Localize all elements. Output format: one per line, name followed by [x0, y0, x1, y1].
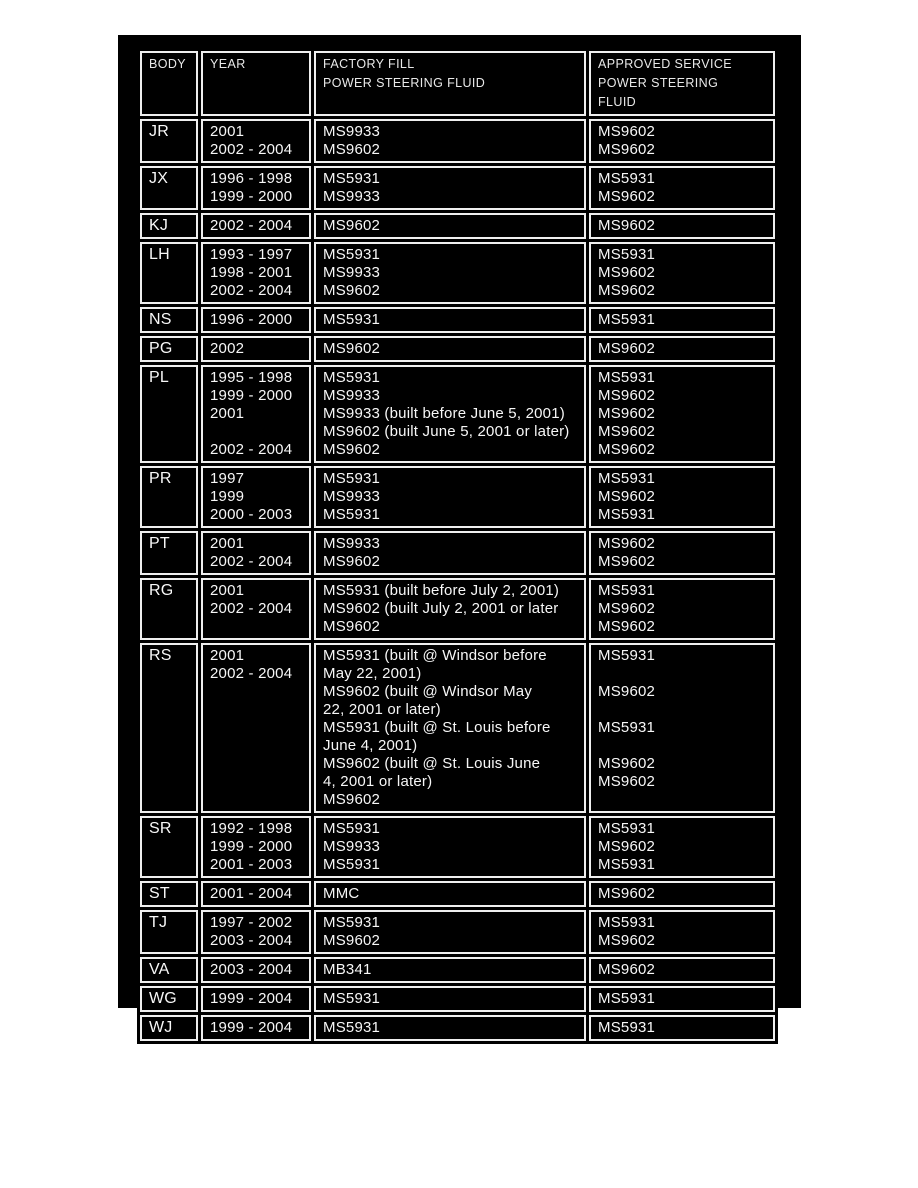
approved-service-cell — [589, 213, 775, 239]
year-cell — [201, 910, 311, 954]
cell-line: MS9602 (built @ St. Louis June — [323, 755, 541, 772]
cell-line: MS9602 — [598, 282, 656, 299]
cell-line: MS5931 — [323, 914, 381, 931]
cell-line — [598, 665, 769, 683]
body-code-cell: LH — [140, 242, 198, 304]
approved-service-cell — [589, 643, 775, 813]
cell-line: MS5931 — [323, 820, 381, 837]
year-cell — [201, 578, 311, 640]
cell-line: MS9602 — [323, 553, 381, 570]
cell-line: MS9602 — [323, 217, 381, 234]
table-row-rs — [140, 643, 775, 813]
body-code-cell: JX — [140, 166, 198, 210]
cell-line: 2001 - 2003 — [210, 856, 293, 873]
cell-line: MB341 — [323, 961, 372, 978]
approved-service-cell — [589, 816, 775, 878]
cell-line: POWER STEERING FLUID — [323, 76, 486, 90]
cell-line: FACTORY FILL — [323, 57, 415, 71]
cell-line: MS5931 — [598, 170, 656, 187]
cell-line: YEAR — [210, 57, 246, 71]
approved-service-cell — [589, 242, 775, 304]
cell-line: 1993 - 1997 — [210, 246, 293, 263]
cell-line: MS9602 — [598, 405, 656, 422]
cell-line: MS5931 — [323, 170, 381, 187]
cell-line: MS5931 — [598, 647, 656, 664]
factory-fill-cell — [314, 1015, 586, 1041]
column-header-factory — [314, 51, 586, 116]
cell-line: MS5931 — [598, 914, 656, 931]
table-row-pr — [140, 466, 775, 528]
cell-line: MS9933 — [323, 838, 381, 855]
cell-line: 2002 - 2004 — [210, 141, 293, 158]
cell-line: MS5931 — [323, 369, 381, 386]
table-row-pl — [140, 365, 775, 463]
cell-line: 1998 - 2001 — [210, 264, 293, 281]
body-code-cell: ST — [140, 881, 198, 907]
column-header-year — [201, 51, 311, 116]
cell-line: MS9602 — [323, 282, 381, 299]
cell-line: MS9602 — [323, 141, 381, 158]
approved-service-cell — [589, 1015, 775, 1041]
factory-fill-cell — [314, 466, 586, 528]
cell-line: 2002 - 2004 — [210, 282, 293, 299]
approved-service-cell — [589, 910, 775, 954]
table-row-jx — [140, 166, 775, 210]
cell-line: MS5931 — [598, 470, 656, 487]
cell-line: MS9602 — [598, 535, 656, 552]
cell-line: MS9602 — [323, 340, 381, 357]
cell-line: 1996 - 1998 — [210, 170, 293, 187]
body-code-cell: VA — [140, 957, 198, 983]
cell-line: APPROVED SERVICE — [598, 57, 732, 71]
cell-line: 2002 - 2004 — [210, 217, 293, 234]
cell-line: 4, 2001 or later) — [323, 773, 433, 790]
approved-service-cell — [589, 531, 775, 575]
cell-line: MS9602 — [598, 188, 656, 205]
factory-fill-cell — [314, 166, 586, 210]
cell-line: MS9602 (built June 5, 2001 or later) — [323, 423, 570, 440]
table-row-va — [140, 957, 775, 983]
approved-service-cell — [589, 365, 775, 463]
table-row-wj — [140, 1015, 775, 1041]
cell-line: MS9602 (built @ Windsor May — [323, 683, 533, 700]
body-code-cell: PR — [140, 466, 198, 528]
table-row-pt — [140, 531, 775, 575]
year-cell — [201, 166, 311, 210]
cell-line — [598, 701, 769, 719]
table-row-jr — [140, 119, 775, 163]
table-row-wg — [140, 986, 775, 1012]
cell-line: 2001 — [210, 405, 245, 422]
cell-line: MS5931 — [598, 311, 656, 328]
cell-line: MS9602 — [598, 885, 656, 902]
table-row-sr — [140, 816, 775, 878]
cell-line: 2001 - 2004 — [210, 885, 293, 902]
cell-line: MS9602 (built July 2, 2001 or later — [323, 600, 559, 617]
year-cell — [201, 643, 311, 813]
factory-fill-cell — [314, 643, 586, 813]
year-cell — [201, 816, 311, 878]
cell-line: 1999 — [210, 488, 245, 505]
cell-line: MS9602 — [323, 932, 381, 949]
cell-line: MS5931 — [323, 856, 381, 873]
cell-line: 1995 - 1998 — [210, 369, 293, 386]
year-cell — [201, 365, 311, 463]
cell-line — [598, 791, 769, 809]
cell-line: MS9602 — [598, 553, 656, 570]
cell-line: MS5931 (built before July 2, 2001) — [323, 582, 560, 599]
factory-fill-cell — [314, 242, 586, 304]
factory-fill-cell — [314, 213, 586, 239]
year-cell — [201, 531, 311, 575]
cell-line: MS9602 — [598, 600, 656, 617]
cell-line: 22, 2001 or later) — [323, 701, 441, 718]
cell-line: MS5931 — [598, 990, 656, 1007]
factory-fill-cell — [314, 881, 586, 907]
body-code-cell: SR — [140, 816, 198, 878]
power-steering-fluid-table — [137, 48, 778, 1044]
cell-line: MS9602 — [323, 791, 381, 808]
cell-line: MS9602 — [598, 755, 656, 772]
body-code-cell: WJ — [140, 1015, 198, 1041]
cell-line: MS9933 — [323, 123, 381, 140]
cell-line: MS9933 — [323, 264, 381, 281]
cell-line: 2003 - 2004 — [210, 961, 293, 978]
cell-line: MS9933 — [323, 387, 381, 404]
factory-fill-cell — [314, 578, 586, 640]
column-header-body — [140, 51, 198, 116]
cell-line: MS9602 — [323, 441, 381, 458]
cell-line: 1992 - 1998 — [210, 820, 293, 837]
cell-line: MS9602 — [598, 441, 656, 458]
body-code-cell: TJ — [140, 910, 198, 954]
cell-line: MS5931 (built @ Windsor before — [323, 647, 547, 664]
factory-fill-cell — [314, 336, 586, 362]
cell-line: 1997 - 2002 — [210, 914, 293, 931]
year-cell — [201, 336, 311, 362]
cell-line: MS9602 — [598, 618, 656, 635]
factory-fill-cell — [314, 910, 586, 954]
cell-line: 1997 — [210, 470, 245, 487]
cell-line: MS9602 — [598, 387, 656, 404]
table-row-lh — [140, 242, 775, 304]
approved-service-cell — [589, 336, 775, 362]
approved-service-cell — [589, 119, 775, 163]
fluid-spec-panel — [118, 35, 801, 1036]
cell-line: MS5931 (built @ St. Louis before — [323, 719, 551, 736]
body-code-cell: RG — [140, 578, 198, 640]
column-header-approved — [589, 51, 775, 116]
cell-line: 2003 - 2004 — [210, 932, 293, 949]
cell-line: MS5931 — [323, 311, 381, 328]
cell-line: MS5931 — [598, 246, 656, 263]
cell-line: MS9933 — [323, 488, 381, 505]
cell-line: MS9602 — [598, 683, 656, 700]
body-code-cell: WG — [140, 986, 198, 1012]
body-code-cell: RS — [140, 643, 198, 813]
table-row-ns — [140, 307, 775, 333]
cell-line: June 4, 2001) — [323, 737, 418, 754]
cell-line: 2001 — [210, 535, 245, 552]
cell-line: MS9602 — [598, 340, 656, 357]
cell-line: MS9602 — [598, 217, 656, 234]
cell-line: MS9933 — [323, 535, 381, 552]
cell-line: MS5931 — [598, 1019, 656, 1036]
cell-line: MS9602 — [598, 264, 656, 281]
table-header-row — [140, 51, 775, 116]
cell-line: 2000 - 2003 — [210, 506, 293, 523]
table-row-st — [140, 881, 775, 907]
cell-line: 1999 - 2004 — [210, 1019, 293, 1036]
cell-line: MMC — [323, 885, 360, 902]
cell-line: MS5931 — [598, 719, 656, 736]
cell-line: MS9602 — [598, 773, 656, 790]
cell-line: 2001 — [210, 647, 245, 664]
body-code-cell: JR — [140, 119, 198, 163]
cell-line: 2001 — [210, 123, 245, 140]
year-cell — [201, 986, 311, 1012]
cell-line: 2002 - 2004 — [210, 441, 293, 458]
cell-line: MS9933 — [323, 188, 381, 205]
cell-line: MS9602 — [323, 618, 381, 635]
cell-line: MS9602 — [598, 141, 656, 158]
approved-service-cell — [589, 466, 775, 528]
approved-service-cell — [589, 881, 775, 907]
cell-line: MS9933 (built before June 5, 2001) — [323, 405, 565, 422]
cell-line — [210, 423, 305, 441]
cell-line: MS9602 — [598, 423, 656, 440]
cell-line: May 22, 2001) — [323, 665, 422, 682]
cell-line: 1999 - 2000 — [210, 188, 293, 205]
factory-fill-cell — [314, 365, 586, 463]
factory-fill-cell — [314, 986, 586, 1012]
body-code-cell: KJ — [140, 213, 198, 239]
cell-line — [598, 737, 769, 755]
cell-line: MS5931 — [598, 820, 656, 837]
cell-line: MS5931 — [598, 856, 656, 873]
cell-line: 2002 - 2004 — [210, 600, 293, 617]
body-code-cell: NS — [140, 307, 198, 333]
cell-line: 2002 - 2004 — [210, 665, 293, 682]
year-cell — [201, 242, 311, 304]
cell-line: 2001 — [210, 582, 245, 599]
cell-line: MS5931 — [598, 369, 656, 386]
cell-line: MS5931 — [323, 990, 381, 1007]
cell-line: 1999 - 2000 — [210, 387, 293, 404]
table-row-pg — [140, 336, 775, 362]
year-cell — [201, 213, 311, 239]
table-row-kj — [140, 213, 775, 239]
cell-line: 2002 — [210, 340, 245, 357]
cell-line: 2002 - 2004 — [210, 553, 293, 570]
year-cell — [201, 1015, 311, 1041]
cell-line: 1999 - 2004 — [210, 990, 293, 1007]
approved-service-cell — [589, 986, 775, 1012]
approved-service-cell — [589, 578, 775, 640]
table-row-tj — [140, 910, 775, 954]
table-row-rg — [140, 578, 775, 640]
body-code-cell: PT — [140, 531, 198, 575]
year-cell — [201, 957, 311, 983]
cell-line: MS5931 — [323, 1019, 381, 1036]
factory-fill-cell — [314, 957, 586, 983]
factory-fill-cell — [314, 119, 586, 163]
year-cell — [201, 307, 311, 333]
cell-line: 1996 - 2000 — [210, 311, 293, 328]
year-cell — [201, 466, 311, 528]
cell-line: POWER STEERING — [598, 76, 719, 90]
cell-line: MS5931 — [598, 582, 656, 599]
factory-fill-cell — [314, 531, 586, 575]
cell-line: MS9602 — [598, 123, 656, 140]
cell-line: MS5931 — [323, 246, 381, 263]
factory-fill-cell — [314, 307, 586, 333]
year-cell — [201, 119, 311, 163]
year-cell — [201, 881, 311, 907]
approved-service-cell — [589, 166, 775, 210]
cell-line: 1999 - 2000 — [210, 838, 293, 855]
cell-line: MS9602 — [598, 961, 656, 978]
cell-line: MS5931 — [323, 470, 381, 487]
cell-line: MS9602 — [598, 838, 656, 855]
body-code-cell: PG — [140, 336, 198, 362]
cell-line: FLUID — [598, 95, 637, 109]
cell-line: MS9602 — [598, 488, 656, 505]
cell-line: MS5931 — [598, 506, 656, 523]
body-code-cell: PL — [140, 365, 198, 463]
approved-service-cell — [589, 307, 775, 333]
cell-line: MS9602 — [598, 932, 656, 949]
cell-line: BODY — [149, 57, 187, 71]
cell-line: MS5931 — [323, 506, 381, 523]
approved-service-cell — [589, 957, 775, 983]
factory-fill-cell — [314, 816, 586, 878]
